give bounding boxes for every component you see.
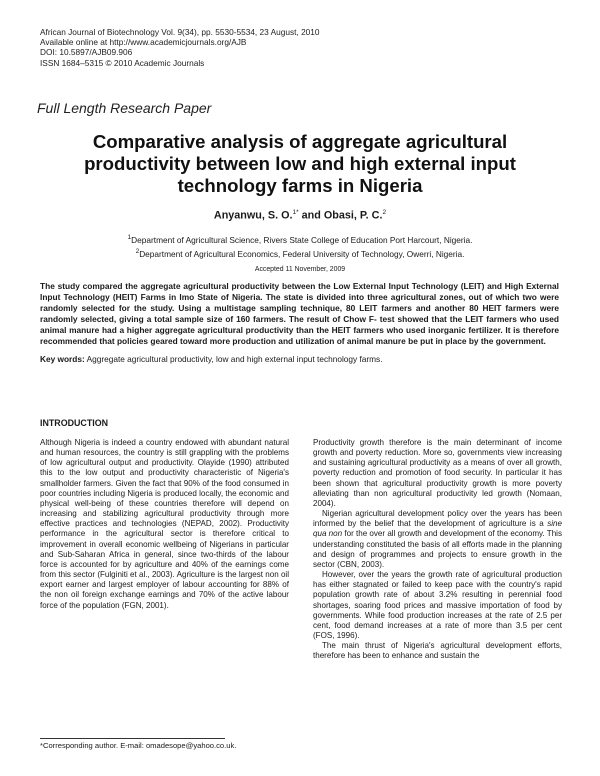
keywords [40,354,559,364]
corresponding-author-footnote: *Corresponding author. E-mail: omadesope@yahoo.co.uk. [40,741,237,750]
journal-citation: African Journal of Biotechnology Vol. 9(34), pp. 5530-5534, 23 August, 2010 [40,27,320,37]
affiliation-1-marker: 1 [127,234,132,241]
paper-title: Comparative analysis of aggregate agricultural productivity between low and high external input technology farms in Nigeria [84,131,516,196]
affiliations [40,232,560,260]
publication-info [40,27,520,68]
footnote-divider [40,738,225,739]
affiliation-1-text: Department of Agricultural Science, Rivers State College of Education Port Harcourt, Nigeria. [131,234,473,245]
intro-paragraph-2: Productivity growth therefore is the main determinant of income growth and poverty reduction. More so, governments view increasing and sustaining agricultural productivity as a means of over all growth, poverty reduction and promotion of food security. In particular it has been shown that agricultural productivity growth is more poverty alleviating than non agricultural productivity led growth (Nomaan, 2004). [313,438,562,508]
affiliation-2-marker: 2 [135,247,140,255]
intro-paragraph-1: Although Nigeria is indeed a country endowed with abundant natural and human resources, the country is still grappling with the problems of low agricultural output and productivity. Olayide (1990) attributed this to the low output and productivity characteristic of Nigeria's smallholder farmers. Given the fact that 90% of the food consumed in poor countries including Nigeria is produced locally, the economic and physical well-being of these countries therefore will depend on increasing and stabilizing agricultural productivity through more effective practices and technologies (NEPAD, 2002). Productivity performance in the agricultural sector is therefore critical to improvement in overall economic wellbeing of Nigerians in particular and Sub-Saharan Africa in general, since two-thirds of the labour force is accounted for by agriculture and 40% of the earnings come from this sector (Fulginiti et al., 2003). Agriculture is the largest non oil export earner and largest employer of labour accounting for 88% of the non oil foreign exchange earnings and 70% of the active labour force of the population (FGN, 2001). [40,438,289,610]
p3-text-a: Nigerian agricultural development policy over the years has been informed by the belief that the development of agriculture is a [313,509,562,529]
intro-paragraph-3 [313,509,562,570]
author-line [40,209,560,222]
keywords-label: Key words: [40,354,85,364]
accepted-date: Accepted 11 November, 2009 [254,266,346,273]
p3-italic-phrase: sine qua non [313,519,562,539]
introduction-heading: INTRODUCTION [40,418,109,428]
journal-doi: DOI: 10.5897/AJB09.906 [40,47,133,58]
abstract: The study compared the aggregate agricultural productivity between the Low External Input Technology (LEIT) and High External Input Technology (HEIT) Farms in Imo State of Nigeria. The state is divided into three agricultural zones, out of which two were randomly selected for the study. Using a multistage sampling technique, 80 LEIT farmers and another 80 HEIT farmers were randomly selected, giving a total sample size of 160 farmers. The result of Chow F- test showed that the LEIT farmers who used animal manure had a higher aggregate agricultural productivity than the HEIT farmers who used inorganic fertilizer. It is therefore recommended that policies geared toward more production and utilization of animal manure be put in place by the government. [40,281,559,347]
journal-url[interactable]: Available online at http://www.academicjournals.org/AJB [40,37,247,48]
author-2: Obasi, P. C. [323,209,383,222]
affiliation-2-text: Department of Agricultural Economics, Federal University of Technology, Owerri, Nigeria. [139,248,465,259]
keywords-text: Aggregate agricultural productivity, low and high external input technology farms. [84,354,383,364]
intro-paragraph-5: The main thrust of Nigeria's agricultural development efforts, therefore has been to enhance and sustain the [313,641,562,661]
body-column-right [313,438,562,661]
author-1-marker: 1* [292,209,299,216]
affiliation-2 [40,246,560,260]
intro-paragraph-4: However, over the years the growth rate of agricultural production has either stagnated or failed to keep pace with the country's rapid population growth rate of about 3.2% resulting in perennial food shortages, soaring food prices and massive importation of food by governments. While food production increases at the rate of 2.5 per cent, food demand increases at a rate of more than 3.5 per cent (FOS, 1996). [313,570,562,640]
section-label: Full Length Research Paper [37,100,212,116]
author-joiner: and [298,209,324,222]
affiliation-1 [40,232,560,246]
journal-issn: ISSN 1684–5315 © 2010 Academic Journals [40,57,205,68]
body-column-left [40,438,289,611]
author-2-marker: 2 [382,209,387,216]
author-1: Anyanwu, S. O. [213,209,293,222]
p3-text-b: for the over all growth and development of the economy. This understanding constituted the basis of all efforts made in the planning and design of programmes and projects to ensure growth in the sector (CBN, 2003). [313,529,562,569]
